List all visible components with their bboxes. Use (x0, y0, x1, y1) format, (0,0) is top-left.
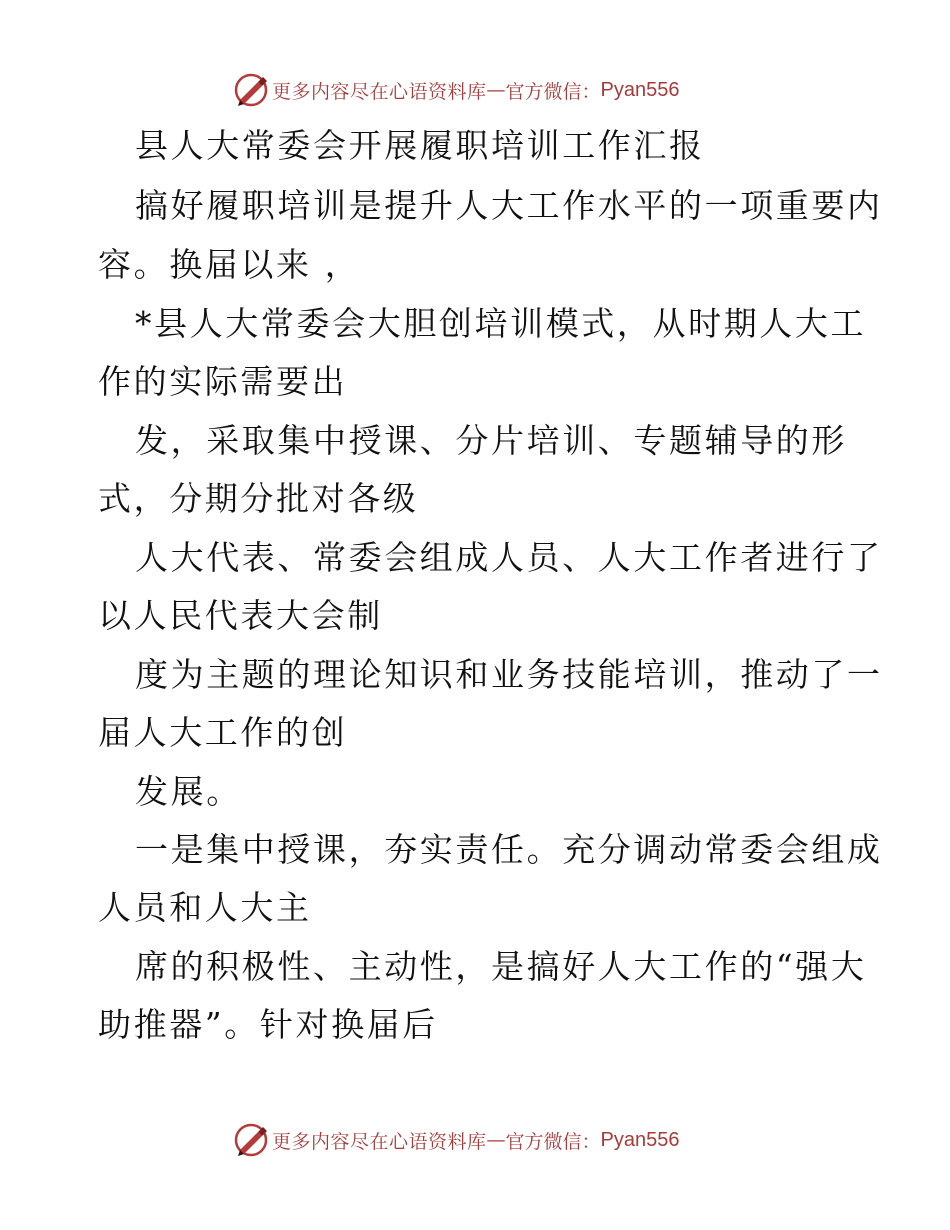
banner-wechat-id: Pyan556 (600, 78, 680, 101)
text-line: 容。换届以来 ， (98, 245, 361, 284)
text-line: 搞好履职培训是提升人大工作水平的一项重要内 (135, 186, 883, 225)
banner-dash: — (486, 79, 506, 101)
text-line: 人大代表、常委会组成人员、人大工作者进行了 (135, 538, 883, 577)
text-line: 度为主题的理论知识和业务技能培训，推动了一 (135, 655, 883, 694)
document-title: 县人大常委会开展履职培训工作汇报 (135, 126, 705, 165)
text-line: 届人大工作的创 (98, 713, 348, 752)
footer-banner (232, 1121, 680, 1159)
header-banner (232, 71, 680, 109)
text-line: 助推器”。针对换届后 (98, 1005, 438, 1044)
text-line: 发，采取集中授课、分片培训、专题辅导的形 (135, 421, 847, 460)
text-line: *县人大常委会大胆创培训模式，从时期人大工 (135, 304, 867, 343)
text-line: 席的积极性、主动性，是搞好人大工作的“强大 (135, 947, 867, 986)
text-line: 以人民代表大会制 (98, 596, 383, 635)
banner-wechat-label: 官方微信： (505, 1130, 601, 1153)
banner-slogan: 更多内容尽在心语资料库 (272, 80, 487, 103)
text-line: 发展。 (135, 772, 242, 811)
text-line: 式，分期分批对各级 (98, 479, 419, 518)
pen-logo-icon (232, 1121, 270, 1159)
banner-wechat-id: Pyan556 (600, 1128, 680, 1151)
text-line: 人员和人大主 (98, 888, 312, 927)
text-line: 一是集中授课，夯实责任。充分调动常委会组成 (135, 830, 883, 869)
banner-slogan: 更多内容尽在心语资料库 (272, 1130, 487, 1153)
pen-logo-icon (232, 71, 270, 109)
text-line: 作的实际需要出 (98, 362, 348, 401)
banner-wechat-label: 官方微信： (505, 80, 601, 103)
banner-dash: — (486, 1129, 506, 1151)
